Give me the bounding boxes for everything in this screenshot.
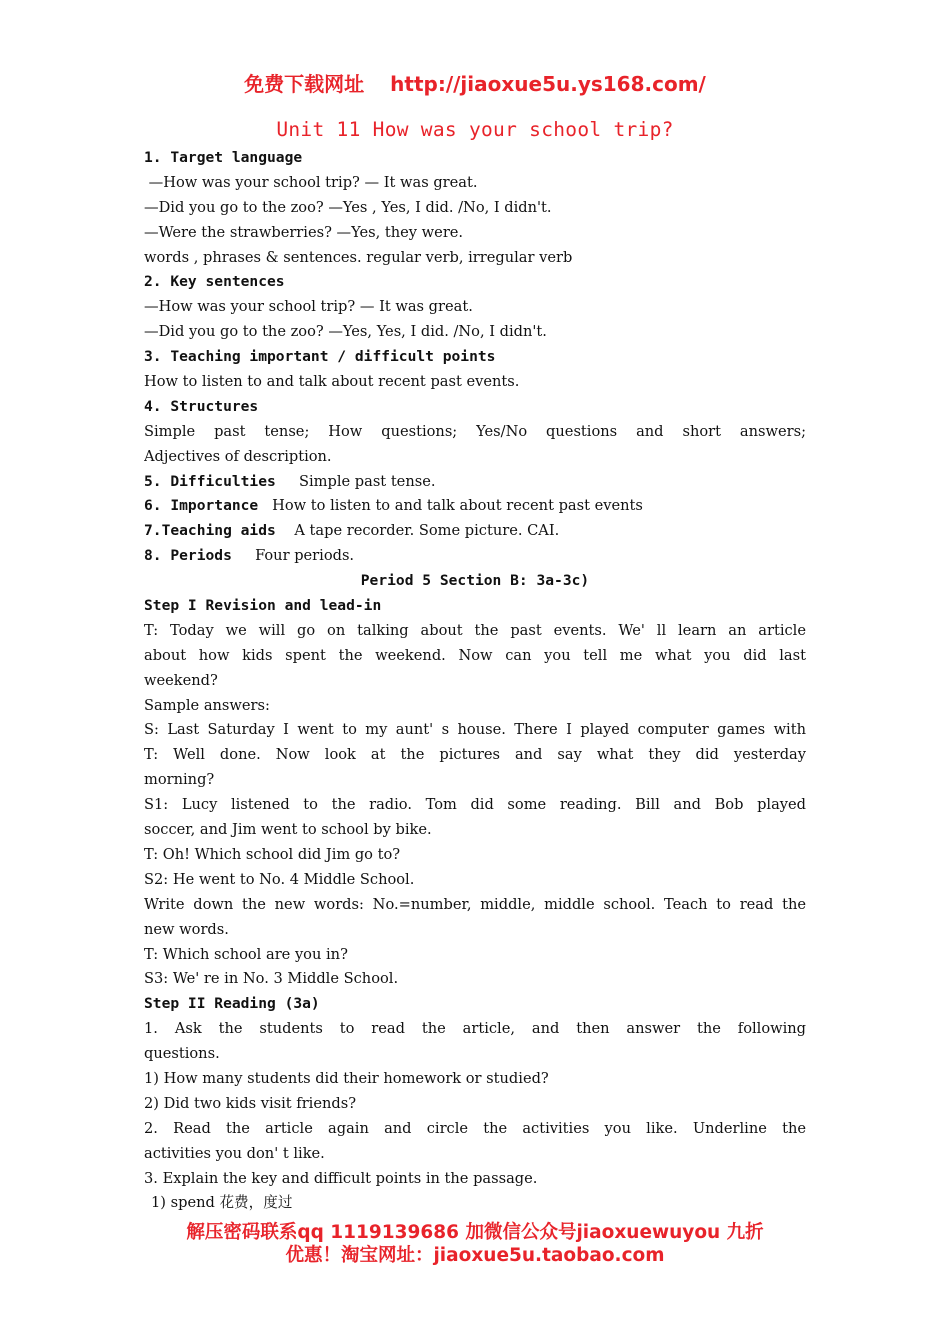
- line-label: 6. Importance: [144, 497, 259, 515]
- footer-wechat-id: jiaoxuewuyou: [576, 1222, 721, 1243]
- text-line: —Were the strawberries? —Yes, they were.: [144, 223, 464, 241]
- text-line: [144, 544, 806, 569]
- text-line: S2: He went to No. 4 Middle School.: [144, 870, 415, 888]
- text-line: Step I Revision and lead-in: [144, 597, 382, 615]
- text-line: —How was your school trip? — It was great.: [144, 173, 478, 191]
- text-line: —Did you go to the zoo? —Yes , Yes, I did. /No, I didn't.: [144, 198, 552, 216]
- line-text: How to listen to and talk about recent past events: [258, 497, 643, 515]
- text-line: weekend?: [144, 671, 218, 689]
- text-line: How to listen to and talk about recent past events.: [144, 373, 520, 391]
- text-line: 1. Ask the students to read the article, and then answer the following: [144, 1020, 806, 1038]
- download-header: [0, 68, 950, 97]
- text-line: 3. Explain the key and difficult points in the passage.: [144, 1169, 538, 1187]
- text-line: morning?: [144, 771, 215, 789]
- text-line: words , phrases & sentences. regular verb, irregular verb: [144, 248, 573, 266]
- text-line: activities you don' t like.: [144, 1144, 325, 1162]
- text-line: —How was your school trip? — It was great.: [144, 298, 473, 316]
- text-line: [144, 494, 806, 519]
- footer-wechat-label: 加微信公众号: [459, 1222, 577, 1243]
- unit-title: Unit 11 How was your school trip?: [276, 118, 674, 141]
- line-label: 8. Periods: [144, 547, 232, 565]
- text-line: 1) How many students did their homework or studied?: [144, 1069, 549, 1087]
- footer-qq: qq 1119139686: [297, 1222, 460, 1243]
- text-line: Sample answers:: [144, 696, 270, 714]
- footer-line-2: [0, 1241, 950, 1267]
- footer-taobao-link[interactable]: jiaoxue5u.taobao.com: [433, 1245, 665, 1266]
- line-label: 7.Teaching aids: [144, 522, 276, 540]
- text-line: Period 5 Section B: 3a-3c): [360, 572, 590, 590]
- text-line: questions.: [144, 1045, 220, 1063]
- text-line: about how kids spent the weekend. Now can you tell me what you did last: [144, 646, 806, 664]
- text-line: Simple past tense; How questions; Yes/No questions and short answers;: [144, 422, 806, 440]
- text-line: 1) spend 花费，度过: [151, 1194, 293, 1212]
- line-text: A tape recorder. Some picture. CAI.: [275, 522, 560, 540]
- text-line: S: Last Saturday I went to my aunt' s house. There I played computer games with: [144, 721, 806, 739]
- text-line: Adjectives of description.: [144, 447, 332, 465]
- lesson-body: [144, 146, 806, 1216]
- text-line: new words.: [144, 920, 229, 938]
- text-line: S3: We' re in No. 3 Middle School.: [144, 970, 399, 988]
- line-text: Simple past tense.: [275, 472, 436, 490]
- download-url-link[interactable]: http://jiaoxue5u.ys168.com/: [390, 72, 706, 96]
- text-line: 2. Key sentences: [144, 273, 285, 291]
- text-line: 3. Teaching important / difficult points: [144, 348, 496, 366]
- text-line: T: Well done. Now look at the pictures and say what they did yesterday: [144, 746, 806, 764]
- text-line: 4. Structures: [144, 397, 259, 415]
- text-line: S1: Lucy listened to the radio. Tom did some reading. Bill and Bob played: [144, 796, 806, 814]
- line-label: 5. Difficulties: [144, 472, 276, 490]
- text-line: soccer, and Jim went to school by bike.: [144, 821, 432, 839]
- text-line: —Did you go to the zoo? —Yes, Yes, I did. /No, I didn't.: [144, 323, 547, 341]
- footer-taobao-label: 优惠！淘宝网址：: [285, 1245, 434, 1266]
- text-line: 2) Did two kids visit friends?: [144, 1094, 357, 1112]
- footer-discount: 九折: [720, 1222, 764, 1243]
- text-line: T: Today we will go on talking about the past events. We' ll learn an article: [144, 621, 806, 639]
- text-line: T: Which school are you in?: [144, 945, 348, 963]
- text-line: 2. Read the article again and circle the activities you like. Underline the: [144, 1119, 806, 1137]
- text-line: Step II Reading (3a): [144, 995, 320, 1013]
- text-line: [144, 470, 806, 495]
- download-label: 免费下载网址: [244, 72, 365, 96]
- text-line: Write down the new words: No.=number, middle, middle school. Teach to read the: [144, 895, 806, 913]
- line-text: Four periods.: [231, 547, 355, 565]
- text-line: [144, 519, 806, 544]
- text-line: T: Oh! Which school did Jim go to?: [144, 845, 401, 863]
- footer-password-label: 解压密码联系: [186, 1222, 298, 1243]
- text-line: 1. Target language: [144, 149, 303, 166]
